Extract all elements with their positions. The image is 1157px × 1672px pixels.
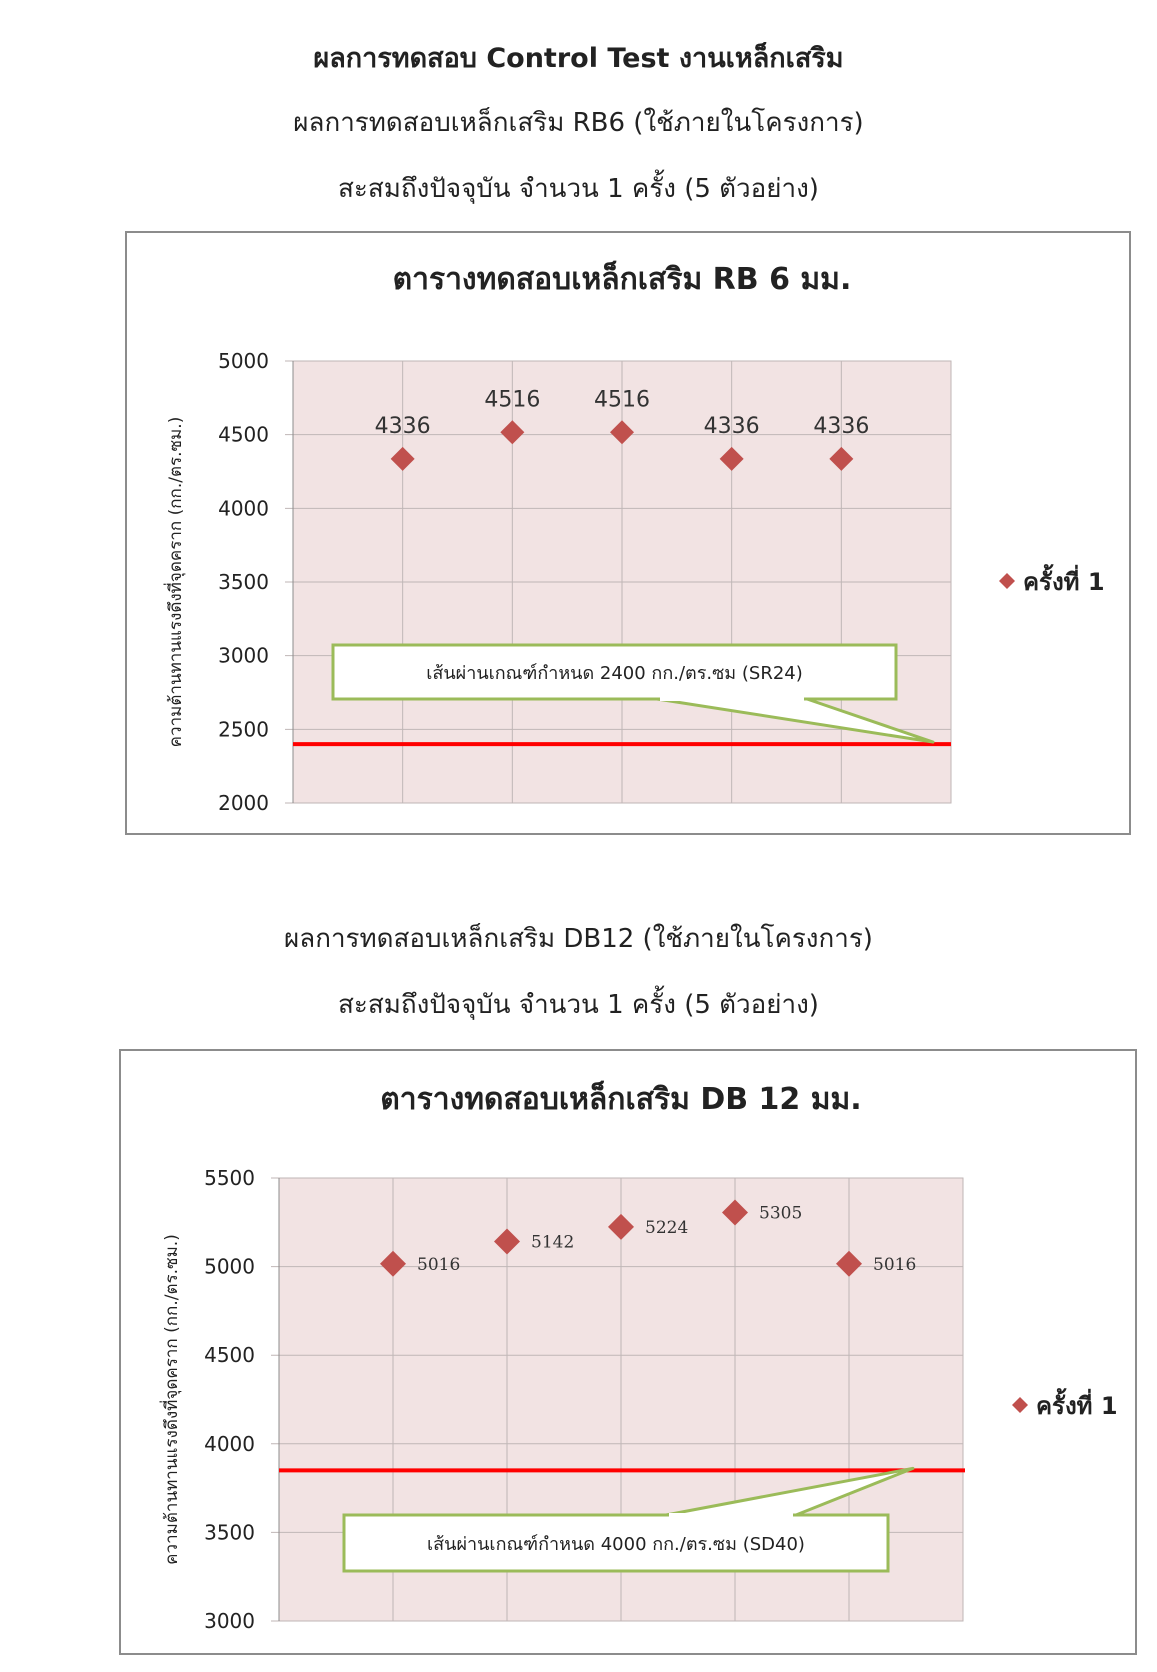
db12-y-tick-label: 3500 [204, 1520, 255, 1545]
rb6-y-tick-label: 3000 [218, 643, 269, 668]
rb6-y-tick-label: 5000 [218, 349, 269, 373]
rb6-y-axis-title: ความต้านทานแรงดึงที่จุดคราก (กก./ตร.ซม.) [166, 416, 186, 748]
rb6-y-tick-label: 3500 [218, 570, 269, 594]
db12-chart-svg [121, 1051, 1135, 1653]
rb6-threshold-label: เส้นผ่านเกณฑ์กำหนด 2400 กก./ตร.ซม (SR24) [426, 663, 803, 684]
db12-chart [119, 1049, 1137, 1655]
rb6-section-accumulated: สะสมถึงปัจจุบัน จำนวน 1 ครั้ง (5 ตัวอย่าง) [338, 174, 819, 204]
rb6-legend-marker [999, 573, 1015, 589]
db12-data-label: 5224 [645, 1217, 689, 1238]
rb6-data-label: 4516 [594, 387, 650, 413]
rb6-data-label: 4336 [703, 413, 760, 439]
rb6-y-tick-label: 4500 [218, 422, 269, 447]
db12-y-tick-label: 3000 [204, 1609, 255, 1633]
rb6-data-label: 4516 [484, 387, 541, 413]
rb6-section-subtitle: ผลการทดสอบเหล็กเสริม RB6 (ใช้ภายในโครงการ) [293, 108, 864, 138]
db12-y-tick-label: 4000 [204, 1431, 255, 1456]
page-title: ผลการทดสอบ Control Test งานเหล็กเสริม [313, 43, 844, 74]
db12-chart-title: ตารางทดสอบเหล็กเสริม DB 12 มม. [380, 1082, 862, 1117]
db12-y-tick-label: 4500 [204, 1343, 255, 1368]
rb6-chart-title: ตารางทดสอบเหล็กเสริม RB 6 มม. [392, 262, 852, 297]
db12-data-label: 5016 [417, 1254, 461, 1275]
rb6-data-label: 4336 [813, 413, 870, 439]
db12-data-label: 5305 [759, 1203, 803, 1224]
rb6-chart-svg [127, 233, 1129, 833]
db12-legend-label: ครั้งที่ 1 [1036, 1392, 1118, 1420]
db12-y-tick-label: 5500 [204, 1166, 255, 1190]
rb6-y-tick-label: 2000 [218, 791, 269, 815]
rb6-legend-label: ครั้งที่ 1 [1023, 568, 1105, 596]
rb6-data-label: 4336 [374, 413, 431, 439]
rb6-y-tick-label: 2500 [218, 717, 269, 742]
db12-section-accumulated: สะสมถึงปัจจุบัน จำนวน 1 ครั้ง (5 ตัวอย่าง) [338, 990, 819, 1020]
rb6-chart [125, 231, 1131, 835]
db12-data-label: 5142 [531, 1232, 575, 1253]
db12-y-tick-label: 5000 [204, 1254, 255, 1279]
db12-data-label: 5016 [873, 1254, 917, 1275]
db12-section-subtitle: ผลการทดสอบเหล็กเสริม DB12 (ใช้ภายในโครงการ) [284, 924, 873, 954]
rb6-y-tick-label: 4000 [218, 496, 269, 521]
db12-threshold-label: เส้นผ่านเกณฑ์กำหนด 4000 กก./ตร.ซม (SD40) [427, 1534, 805, 1555]
db12-legend-marker [1012, 1397, 1028, 1413]
db12-y-axis-title: ความต้านทานแรงดึงที่จุดคราก (กก./ตร.ซม.) [162, 1234, 182, 1565]
